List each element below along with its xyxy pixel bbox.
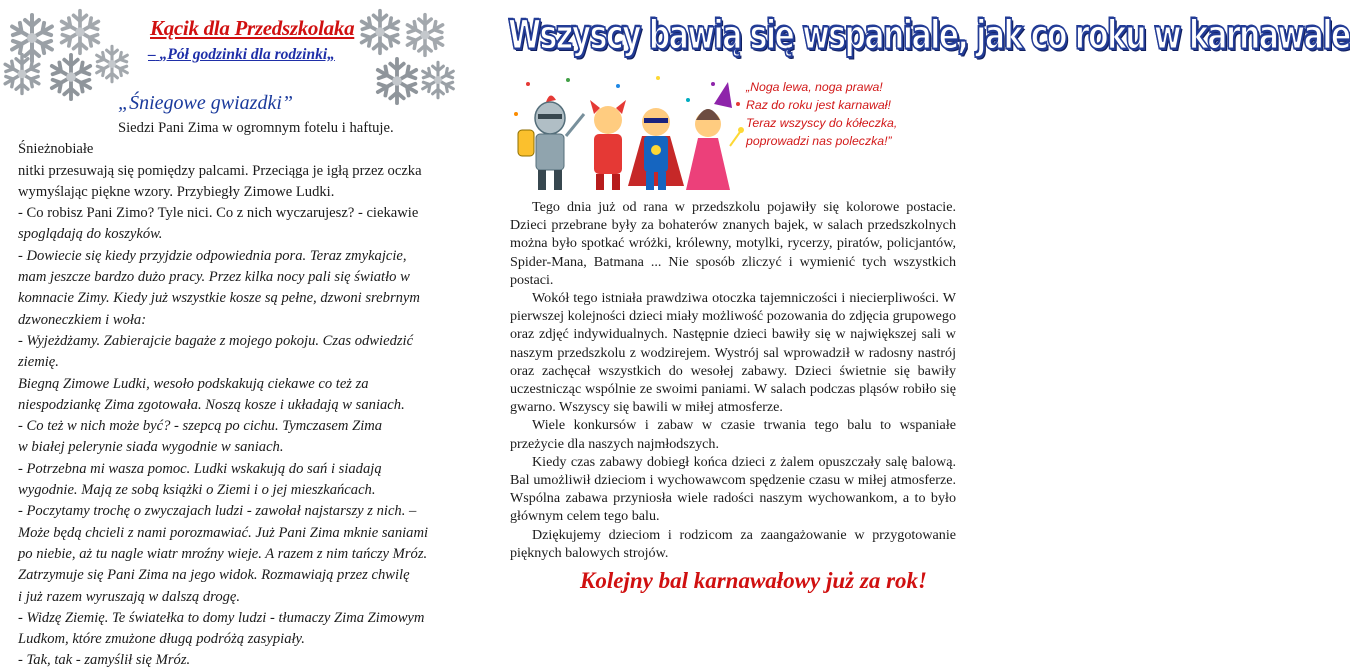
poem-line: mam jeszcze bardzo dużo pracy. Przez kilka nocy pali się światło w xyxy=(18,269,410,286)
poem-line: - Potrzebna mi wasza pomoc. Ludki wskakują do sań i siadają xyxy=(18,460,382,477)
rhyme-line: poprowadzi nas poleczka!” xyxy=(746,134,892,148)
snowflake-icon xyxy=(0,52,44,96)
poem-line: dzwoneczkiem i woła: xyxy=(18,311,147,328)
closing-line: Kolejny bal karnawałowy już za rok! xyxy=(580,568,927,593)
section-subtitle xyxy=(148,46,335,64)
poem-line: - Co też w nich może być? - szepcą po cichu. Tymczasem Zima xyxy=(18,418,383,435)
poem-line: spoglądają do koszyków. xyxy=(18,226,163,243)
snowflake-icon xyxy=(46,52,96,102)
poem-line: wymyślając piękne wzory. Przybiegły Zimowe Ludki. xyxy=(18,183,335,200)
carnival-rhyme xyxy=(746,78,956,150)
snowflake-icon xyxy=(92,44,132,84)
article-paragraph: Wiele konkursów i zabaw w czasie trwania tego balu to wspaniałe przeżycie dla naszych najmłodszych. xyxy=(510,417,956,452)
article-paragraph: Tego dnia już od rana w przedszkolu pojawiły się kolorowe postacie. Dzieci przebrane były za bohaterów znanych bajek, w salach przedszkolnych można było spotkać wróżki, królewny, motylki, rycerzy, piratów, policjantów, Spider-Mana, Batmana ... Nie sposób zliczyć i wymienić tych wszystkich postaci. xyxy=(510,199,956,288)
devil-figure xyxy=(590,100,626,190)
rhyme-line: Teraz wszyscy do kółeczka, xyxy=(746,116,898,130)
rhyme-line: Raz do roku jest karnawał! xyxy=(746,98,891,112)
poem-line: i już razem wyruszają w dalszą drogę. xyxy=(18,588,241,605)
snowflake-icon xyxy=(418,60,458,100)
poem-line: - Tak, tak - zamyślił się Mróz. xyxy=(18,652,191,669)
poem-line: - Widzę Ziemię. Te światełka to domy ludzi - tłumaczy Zima Zimowym xyxy=(18,609,425,626)
poem-body xyxy=(18,118,470,672)
poem-line: - Co robisz Pani Zimo? Tyle nici. Co z nich wyczarujesz? - ciekawie xyxy=(18,205,419,222)
snowflake-icon xyxy=(372,56,422,106)
poem-line: w białej pelerynie siada wygodnie w saniach. xyxy=(18,439,284,456)
article-paragraph: Wokół tego istniała prawdziwa otoczka tajemniczości i niecierpliwości. W pierwszej kolejności dzieci miały możliwość pozowania do zdjęcia grupowego oraz zdjęć indywidualnych. Następnie dzieci bawiły się w największej sali w naszym przedszkolu z wodzirejem. Wystrój sal wprowadził w radosny nastrój oraz zachęcał wszystkich do wesołej zabawy. Dzieci świetnie się bawiły uczestnicząc wspólnie ze swoimi paniami. W salach podczas pląsów robiło się gwarno. Wszyscy się bawili w miłej atmosferze. xyxy=(510,290,956,416)
poem-line: Siedzi Pani Zima w ogromnym fotelu i haftuje. Śnieżnobiałe xyxy=(18,120,394,158)
poem-line: nitki przesuwają się pomiędzy palcami. Przeciąga je igłą przez oczka xyxy=(18,162,422,179)
section-title: Kącik dla Przedszkolaka xyxy=(150,16,355,40)
subtitle-text: „Pół godzinki dla rodzinki„ xyxy=(159,46,335,63)
article-paragraph: Dziękujemy dzieciom i rodzicom za zaangażowanie w przygotowanie pięknych balowych strojów. xyxy=(510,526,956,561)
poem-line: wygodnie. Mają ze sobą książki o Ziemi i o jej mieszkańcach. xyxy=(18,482,376,499)
banner-text: Wszyscy bawią się wspaniale, jak co roku w karnawale xyxy=(508,12,1350,60)
poem-line: Biegną Zimowe Ludki, wesoło podskakują ciekawe co też za xyxy=(18,375,369,392)
poem-line: - Poczytamy trochę o zwyczajach ludzi - zawołał najstarszy z nich. – xyxy=(18,503,417,520)
poem-line: - Wyjeżdżamy. Zabierajcie bagaże z mojego pokoju. Czas odwiedzić xyxy=(18,332,414,349)
poem-line: Zatrzymuje się Pani Zima na jego widok. Rozmawiają przez chwilę xyxy=(18,567,410,584)
poem-line: - Dowiecie się kiedy przyjdzie odpowiednia pora. Teraz zmykajcie, xyxy=(18,247,407,264)
princess-figure xyxy=(686,82,744,190)
snowflake-icon xyxy=(402,12,448,58)
rhyme-line: „Noga lewa, noga prawa! xyxy=(746,80,883,94)
poem-line: niespodziankę Zima zgotowała. Noszą kosze i układają w saniach. xyxy=(18,396,405,413)
knight-figure xyxy=(518,95,584,190)
poem-line: ziemię. xyxy=(18,354,59,371)
banner xyxy=(508,4,1350,70)
poem-line: Może będą chcieli z nami porozmawiać. Już Pani Zima mknie saniami xyxy=(18,524,429,541)
subtitle-dash: – xyxy=(148,46,156,63)
superhero-figure xyxy=(628,108,684,190)
poem-title: „Śniegowe gwiazdki” xyxy=(118,92,294,114)
poem-line: po niebie, aż tu nagle wiatr mroźny wieje. A razem z nim tańczy Mróz. xyxy=(18,545,428,562)
poem-line: komnacie Zimy. Kiedy już wszystkie kosze są pełne, dzwoni srebrnym xyxy=(18,290,420,307)
snowflake-icon xyxy=(356,8,404,56)
article-paragraph: Kiedy czas zabawy dobiegł końca dzieci z żalem opuszczały salę balową. Bal umożliwił dzieciom i wychowawcom spędzenie czasu w miłej atmosferze. Wspólna zabawa przyniosła wiele radości naszym wychowankom, a to było głównym celem tego balu. xyxy=(510,453,956,525)
carnival-article xyxy=(510,198,956,562)
carnival-illustration xyxy=(508,74,748,196)
poem-line: Ludkom, które zmużone długą podróżą zasypiały. xyxy=(18,631,305,648)
